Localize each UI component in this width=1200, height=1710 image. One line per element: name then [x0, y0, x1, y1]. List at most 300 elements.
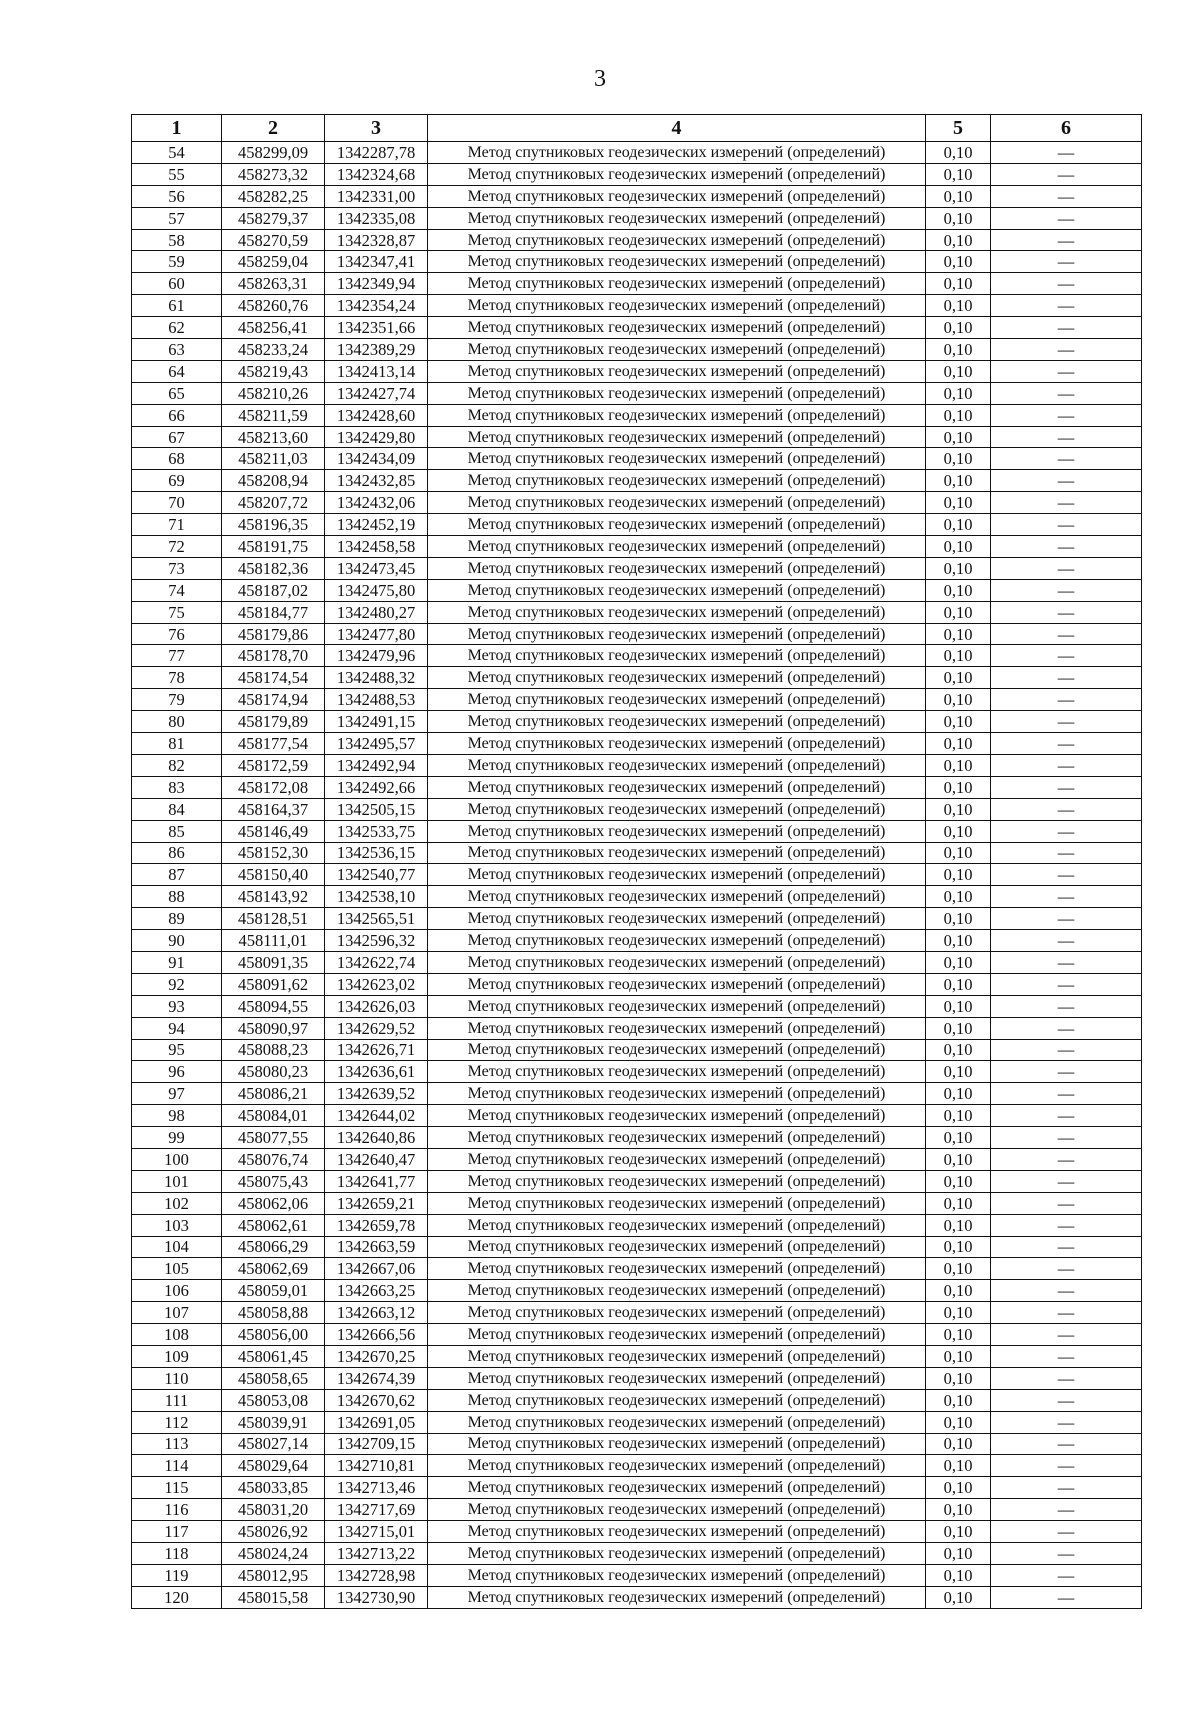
description-cell: — [991, 557, 1142, 579]
description-cell: — [991, 470, 1142, 492]
accuracy-cell: 0,10 [926, 317, 991, 339]
point-number-cell: 86 [132, 842, 222, 864]
point-number-cell: 118 [132, 1543, 222, 1565]
accuracy-cell: 0,10 [926, 1083, 991, 1105]
y-coordinate-cell: 1342505,15 [325, 798, 428, 820]
method-cell: Метод спутниковых геодезических измерений (определений) [428, 514, 926, 536]
accuracy-cell: 0,10 [926, 754, 991, 776]
method-cell: Метод спутниковых геодезических измерений (определений) [428, 1127, 926, 1149]
description-cell: — [991, 579, 1142, 601]
table-row [132, 1324, 1142, 1346]
description-cell: — [991, 864, 1142, 886]
table-row [132, 492, 1142, 514]
y-coordinate-cell: 1342538,10 [325, 886, 428, 908]
x-coordinate-cell: 458172,59 [222, 754, 325, 776]
method-cell: Метод спутниковых геодезических измерений (определений) [428, 601, 926, 623]
point-number-cell: 61 [132, 295, 222, 317]
y-coordinate-cell: 1342640,47 [325, 1148, 428, 1170]
description-cell: — [991, 251, 1142, 273]
accuracy-cell: 0,10 [926, 273, 991, 295]
description-cell: — [991, 711, 1142, 733]
y-coordinate-cell: 1342479,96 [325, 645, 428, 667]
y-coordinate-cell: 1342533,75 [325, 820, 428, 842]
point-number-cell: 110 [132, 1367, 222, 1389]
method-cell: Метод спутниковых геодезических измерений (определений) [428, 1302, 926, 1324]
point-number-cell: 98 [132, 1105, 222, 1127]
y-coordinate-cell: 1342639,52 [325, 1083, 428, 1105]
x-coordinate-cell: 458177,54 [222, 733, 325, 755]
x-coordinate-cell: 458076,74 [222, 1148, 325, 1170]
point-number-cell: 113 [132, 1433, 222, 1455]
x-coordinate-cell: 458084,01 [222, 1105, 325, 1127]
table-row [132, 1280, 1142, 1302]
table-row [132, 557, 1142, 579]
method-cell: Метод спутниковых геодезических измерений (определений) [428, 229, 926, 251]
point-number-cell: 96 [132, 1061, 222, 1083]
table-row [132, 1521, 1142, 1543]
x-coordinate-cell: 458191,75 [222, 536, 325, 558]
table-row [132, 579, 1142, 601]
y-coordinate-cell: 1342492,66 [325, 776, 428, 798]
method-cell: Метод спутниковых геодезических измерений (определений) [428, 207, 926, 229]
point-number-cell: 120 [132, 1586, 222, 1608]
point-number-cell: 71 [132, 514, 222, 536]
point-number-cell: 115 [132, 1477, 222, 1499]
x-coordinate-cell: 458128,51 [222, 908, 325, 930]
accuracy-cell: 0,10 [926, 185, 991, 207]
header-point-number: 1 [132, 115, 222, 142]
table-row [132, 229, 1142, 251]
description-cell: — [991, 1061, 1142, 1083]
x-coordinate-cell: 458196,35 [222, 514, 325, 536]
description-cell: — [991, 601, 1142, 623]
accuracy-cell: 0,10 [926, 1345, 991, 1367]
table-row [132, 798, 1142, 820]
table-row [132, 645, 1142, 667]
method-cell: Метод спутниковых геодезических измерений (определений) [428, 733, 926, 755]
method-cell: Метод спутниковых геодезических измерений (определений) [428, 404, 926, 426]
method-cell: Метод спутниковых геодезических измерений (определений) [428, 251, 926, 273]
y-coordinate-cell: 1342351,66 [325, 317, 428, 339]
y-coordinate-cell: 1342728,98 [325, 1564, 428, 1586]
header-accuracy: 5 [926, 115, 991, 142]
y-coordinate-cell: 1342565,51 [325, 908, 428, 930]
x-coordinate-cell: 458279,37 [222, 207, 325, 229]
table-row [132, 754, 1142, 776]
point-number-cell: 114 [132, 1455, 222, 1477]
accuracy-cell: 0,10 [926, 1148, 991, 1170]
description-cell: — [991, 820, 1142, 842]
point-number-cell: 81 [132, 733, 222, 755]
accuracy-cell: 0,10 [926, 1389, 991, 1411]
point-number-cell: 89 [132, 908, 222, 930]
point-number-cell: 104 [132, 1236, 222, 1258]
point-number-cell: 62 [132, 317, 222, 339]
x-coordinate-cell: 458256,41 [222, 317, 325, 339]
table-row [132, 1455, 1142, 1477]
method-cell: Метод спутниковых геодезических измерений (определений) [428, 1039, 926, 1061]
y-coordinate-cell: 1342473,45 [325, 557, 428, 579]
table-row [132, 820, 1142, 842]
point-number-cell: 102 [132, 1192, 222, 1214]
x-coordinate-cell: 458211,59 [222, 404, 325, 426]
table-row [132, 842, 1142, 864]
point-number-cell: 73 [132, 557, 222, 579]
x-coordinate-cell: 458146,49 [222, 820, 325, 842]
y-coordinate-cell: 1342663,59 [325, 1236, 428, 1258]
method-cell: Метод спутниковых геодезических измерений (определений) [428, 1236, 926, 1258]
accuracy-cell: 0,10 [926, 1324, 991, 1346]
method-cell: Метод спутниковых геодезических измерений (определений) [428, 908, 926, 930]
table-row [132, 776, 1142, 798]
point-number-cell: 108 [132, 1324, 222, 1346]
header-x-coordinate: 2 [222, 115, 325, 142]
y-coordinate-cell: 1342691,05 [325, 1411, 428, 1433]
accuracy-cell: 0,10 [926, 207, 991, 229]
point-number-cell: 119 [132, 1564, 222, 1586]
table-row [132, 1499, 1142, 1521]
description-cell: — [991, 207, 1142, 229]
y-coordinate-cell: 1342492,94 [325, 754, 428, 776]
accuracy-cell: 0,10 [926, 360, 991, 382]
table-row [132, 295, 1142, 317]
x-coordinate-cell: 458029,64 [222, 1455, 325, 1477]
y-coordinate-cell: 1342452,19 [325, 514, 428, 536]
accuracy-cell: 0,10 [926, 1477, 991, 1499]
table-body [132, 142, 1142, 1609]
point-number-cell: 65 [132, 382, 222, 404]
description-cell: — [991, 1302, 1142, 1324]
description-cell: — [991, 754, 1142, 776]
y-coordinate-cell: 1342713,22 [325, 1543, 428, 1565]
point-number-cell: 76 [132, 623, 222, 645]
x-coordinate-cell: 458213,60 [222, 426, 325, 448]
y-coordinate-cell: 1342427,74 [325, 382, 428, 404]
x-coordinate-cell: 458062,61 [222, 1214, 325, 1236]
method-cell: Метод спутниковых геодезических измерений (определений) [428, 864, 926, 886]
accuracy-cell: 0,10 [926, 579, 991, 601]
accuracy-cell: 0,10 [926, 1214, 991, 1236]
method-cell: Метод спутниковых геодезических измерений (определений) [428, 339, 926, 361]
table-row [132, 1083, 1142, 1105]
description-cell: — [991, 163, 1142, 185]
description-cell: — [991, 1521, 1142, 1543]
y-coordinate-cell: 1342663,25 [325, 1280, 428, 1302]
table-row [132, 886, 1142, 908]
y-coordinate-cell: 1342622,74 [325, 951, 428, 973]
y-coordinate-cell: 1342659,78 [325, 1214, 428, 1236]
accuracy-cell: 0,10 [926, 1455, 991, 1477]
x-coordinate-cell: 458086,21 [222, 1083, 325, 1105]
point-number-cell: 58 [132, 229, 222, 251]
accuracy-cell: 0,10 [926, 951, 991, 973]
description-cell: — [991, 1192, 1142, 1214]
coordinates-table [131, 114, 1142, 1609]
method-cell: Метод спутниковых геодезических измерений (определений) [428, 798, 926, 820]
method-cell: Метод спутниковых геодезических измерений (определений) [428, 163, 926, 185]
y-coordinate-cell: 1342328,87 [325, 229, 428, 251]
method-cell: Метод спутниковых геодезических измерений (определений) [428, 536, 926, 558]
point-number-cell: 94 [132, 1017, 222, 1039]
y-coordinate-cell: 1342488,32 [325, 667, 428, 689]
point-number-cell: 74 [132, 579, 222, 601]
accuracy-cell: 0,10 [926, 470, 991, 492]
point-number-cell: 106 [132, 1280, 222, 1302]
table-row [132, 1543, 1142, 1565]
y-coordinate-cell: 1342480,27 [325, 601, 428, 623]
point-number-cell: 87 [132, 864, 222, 886]
point-number-cell: 59 [132, 251, 222, 273]
accuracy-cell: 0,10 [926, 733, 991, 755]
point-number-cell: 101 [132, 1170, 222, 1192]
description-cell: — [991, 536, 1142, 558]
accuracy-cell: 0,10 [926, 689, 991, 711]
table-row [132, 142, 1142, 164]
table-row [132, 1061, 1142, 1083]
y-coordinate-cell: 1342324,68 [325, 163, 428, 185]
table-row [132, 864, 1142, 886]
table-row [132, 163, 1142, 185]
description-cell: — [991, 1367, 1142, 1389]
point-number-cell: 117 [132, 1521, 222, 1543]
description-cell: — [991, 1499, 1142, 1521]
point-number-cell: 77 [132, 645, 222, 667]
method-cell: Метод спутниковых геодезических измерений (определений) [428, 886, 926, 908]
y-coordinate-cell: 1342432,85 [325, 470, 428, 492]
x-coordinate-cell: 458184,77 [222, 601, 325, 623]
accuracy-cell: 0,10 [926, 1105, 991, 1127]
method-cell: Метод спутниковых геодезических измерений (определений) [428, 667, 926, 689]
table-row [132, 995, 1142, 1017]
y-coordinate-cell: 1342354,24 [325, 295, 428, 317]
table-row [132, 448, 1142, 470]
x-coordinate-cell: 458090,97 [222, 1017, 325, 1039]
accuracy-cell: 0,10 [926, 973, 991, 995]
y-coordinate-cell: 1342434,09 [325, 448, 428, 470]
description-cell: — [991, 689, 1142, 711]
y-coordinate-cell: 1342540,77 [325, 864, 428, 886]
x-coordinate-cell: 458208,94 [222, 470, 325, 492]
accuracy-cell: 0,10 [926, 142, 991, 164]
table-row [132, 623, 1142, 645]
description-cell: — [991, 448, 1142, 470]
description-cell: — [991, 1258, 1142, 1280]
accuracy-cell: 0,10 [926, 820, 991, 842]
accuracy-cell: 0,10 [926, 426, 991, 448]
x-coordinate-cell: 458091,62 [222, 973, 325, 995]
point-number-cell: 78 [132, 667, 222, 689]
table-row [132, 1127, 1142, 1149]
y-coordinate-cell: 1342710,81 [325, 1455, 428, 1477]
page-number: 3 [594, 66, 606, 92]
header-row [132, 115, 1142, 142]
method-cell: Метод спутниковых геодезических измерений (определений) [428, 1280, 926, 1302]
method-cell: Метод спутниковых геодезических измерений (определений) [428, 842, 926, 864]
description-cell: — [991, 1543, 1142, 1565]
y-coordinate-cell: 1342432,06 [325, 492, 428, 514]
table-row [132, 514, 1142, 536]
point-number-cell: 68 [132, 448, 222, 470]
method-cell: Метод спутниковых геодезических измерений (определений) [428, 579, 926, 601]
x-coordinate-cell: 458282,25 [222, 185, 325, 207]
x-coordinate-cell: 458062,06 [222, 1192, 325, 1214]
point-number-cell: 56 [132, 185, 222, 207]
y-coordinate-cell: 1342670,25 [325, 1345, 428, 1367]
point-number-cell: 79 [132, 689, 222, 711]
accuracy-cell: 0,10 [926, 667, 991, 689]
table-row [132, 426, 1142, 448]
table-row [132, 185, 1142, 207]
description-cell: — [991, 1280, 1142, 1302]
accuracy-cell: 0,10 [926, 1433, 991, 1455]
point-number-cell: 90 [132, 930, 222, 952]
x-coordinate-cell: 458026,92 [222, 1521, 325, 1543]
y-coordinate-cell: 1342488,53 [325, 689, 428, 711]
x-coordinate-cell: 458080,23 [222, 1061, 325, 1083]
description-cell: — [991, 842, 1142, 864]
x-coordinate-cell: 458273,32 [222, 163, 325, 185]
description-cell: — [991, 339, 1142, 361]
method-cell: Метод спутниковых геодезических измерений (определений) [428, 470, 926, 492]
accuracy-cell: 0,10 [926, 339, 991, 361]
table-row [132, 951, 1142, 973]
x-coordinate-cell: 458059,01 [222, 1280, 325, 1302]
y-coordinate-cell: 1342640,86 [325, 1127, 428, 1149]
x-coordinate-cell: 458210,26 [222, 382, 325, 404]
x-coordinate-cell: 458061,45 [222, 1345, 325, 1367]
table-row [132, 601, 1142, 623]
point-number-cell: 105 [132, 1258, 222, 1280]
x-coordinate-cell: 458182,36 [222, 557, 325, 579]
y-coordinate-cell: 1342666,56 [325, 1324, 428, 1346]
y-coordinate-cell: 1342331,00 [325, 185, 428, 207]
x-coordinate-cell: 458015,58 [222, 1586, 325, 1608]
x-coordinate-cell: 458174,54 [222, 667, 325, 689]
description-cell: — [991, 733, 1142, 755]
table-row [132, 1236, 1142, 1258]
accuracy-cell: 0,10 [926, 930, 991, 952]
x-coordinate-cell: 458164,37 [222, 798, 325, 820]
point-number-cell: 82 [132, 754, 222, 776]
method-cell: Метод спутниковых геодезических измерений (определений) [428, 1258, 926, 1280]
accuracy-cell: 0,10 [926, 1039, 991, 1061]
point-number-cell: 112 [132, 1411, 222, 1433]
x-coordinate-cell: 458058,65 [222, 1367, 325, 1389]
point-number-cell: 55 [132, 163, 222, 185]
point-number-cell: 66 [132, 404, 222, 426]
description-cell: — [991, 908, 1142, 930]
table-row [132, 930, 1142, 952]
method-cell: Метод спутниковых геодезических измерений (определений) [428, 711, 926, 733]
x-coordinate-cell: 458031,20 [222, 1499, 325, 1521]
y-coordinate-cell: 1342347,41 [325, 251, 428, 273]
y-coordinate-cell: 1342458,58 [325, 536, 428, 558]
method-cell: Метод спутниковых геодезических измерений (определений) [428, 1433, 926, 1455]
y-coordinate-cell: 1342715,01 [325, 1521, 428, 1543]
y-coordinate-cell: 1342659,21 [325, 1192, 428, 1214]
table-row [132, 1345, 1142, 1367]
method-cell: Метод спутниковых геодезических измерений (определений) [428, 1324, 926, 1346]
method-cell: Метод спутниковых геодезических измерений (определений) [428, 689, 926, 711]
accuracy-cell: 0,10 [926, 1061, 991, 1083]
x-coordinate-cell: 458179,89 [222, 711, 325, 733]
method-cell: Метод спутниковых геодезических измерений (определений) [428, 1477, 926, 1499]
y-coordinate-cell: 1342717,69 [325, 1499, 428, 1521]
table-row [132, 207, 1142, 229]
accuracy-cell: 0,10 [926, 908, 991, 930]
table-row [132, 1586, 1142, 1608]
accuracy-cell: 0,10 [926, 798, 991, 820]
x-coordinate-cell: 458211,03 [222, 448, 325, 470]
accuracy-cell: 0,10 [926, 864, 991, 886]
description-cell: — [991, 1411, 1142, 1433]
x-coordinate-cell: 458027,14 [222, 1433, 325, 1455]
description-cell: — [991, 1433, 1142, 1455]
x-coordinate-cell: 458233,24 [222, 339, 325, 361]
y-coordinate-cell: 1342536,15 [325, 842, 428, 864]
description-cell: — [991, 492, 1142, 514]
y-coordinate-cell: 1342623,02 [325, 973, 428, 995]
point-number-cell: 95 [132, 1039, 222, 1061]
method-cell: Метод спутниковых геодезических измерений (определений) [428, 995, 926, 1017]
accuracy-cell: 0,10 [926, 382, 991, 404]
method-cell: Метод спутниковых геодезических измерений (определений) [428, 448, 926, 470]
accuracy-cell: 0,10 [926, 1127, 991, 1149]
table-row [132, 1148, 1142, 1170]
description-cell: — [991, 1345, 1142, 1367]
point-number-cell: 111 [132, 1389, 222, 1411]
x-coordinate-cell: 458187,02 [222, 579, 325, 601]
accuracy-cell: 0,10 [926, 1543, 991, 1565]
description-cell: — [991, 886, 1142, 908]
method-cell: Метод спутниковых геодезических измерений (определений) [428, 382, 926, 404]
description-cell: — [991, 273, 1142, 295]
point-number-cell: 54 [132, 142, 222, 164]
table-row [132, 1258, 1142, 1280]
method-cell: Метод спутниковых геодезических измерений (определений) [428, 645, 926, 667]
point-number-cell: 93 [132, 995, 222, 1017]
point-number-cell: 99 [132, 1127, 222, 1149]
header-y-coordinate: 3 [325, 115, 428, 142]
method-cell: Метод спутниковых геодезических измерений (определений) [428, 557, 926, 579]
accuracy-cell: 0,10 [926, 776, 991, 798]
table-row [132, 1433, 1142, 1455]
point-number-cell: 63 [132, 339, 222, 361]
method-cell: Метод спутниковых геодезических измерений (определений) [428, 1499, 926, 1521]
method-cell: Метод спутниковых геодезических измерений (определений) [428, 273, 926, 295]
y-coordinate-cell: 1342335,08 [325, 207, 428, 229]
description-cell: — [991, 645, 1142, 667]
accuracy-cell: 0,10 [926, 1236, 991, 1258]
point-number-cell: 80 [132, 711, 222, 733]
method-cell: Метод спутниковых геодезических измерений (определений) [428, 1083, 926, 1105]
accuracy-cell: 0,10 [926, 1170, 991, 1192]
point-number-cell: 88 [132, 886, 222, 908]
description-cell: — [991, 776, 1142, 798]
y-coordinate-cell: 1342636,61 [325, 1061, 428, 1083]
description-cell: — [991, 1127, 1142, 1149]
table-row [132, 1170, 1142, 1192]
description-cell: — [991, 951, 1142, 973]
method-cell: Метод спутниковых геодезических измерений (определений) [428, 930, 926, 952]
point-number-cell: 107 [132, 1302, 222, 1324]
description-cell: — [991, 317, 1142, 339]
point-number-cell: 92 [132, 973, 222, 995]
y-coordinate-cell: 1342596,32 [325, 930, 428, 952]
method-cell: Метод спутниковых геодезических измерений (определений) [428, 426, 926, 448]
accuracy-cell: 0,10 [926, 623, 991, 645]
x-coordinate-cell: 458024,24 [222, 1543, 325, 1565]
